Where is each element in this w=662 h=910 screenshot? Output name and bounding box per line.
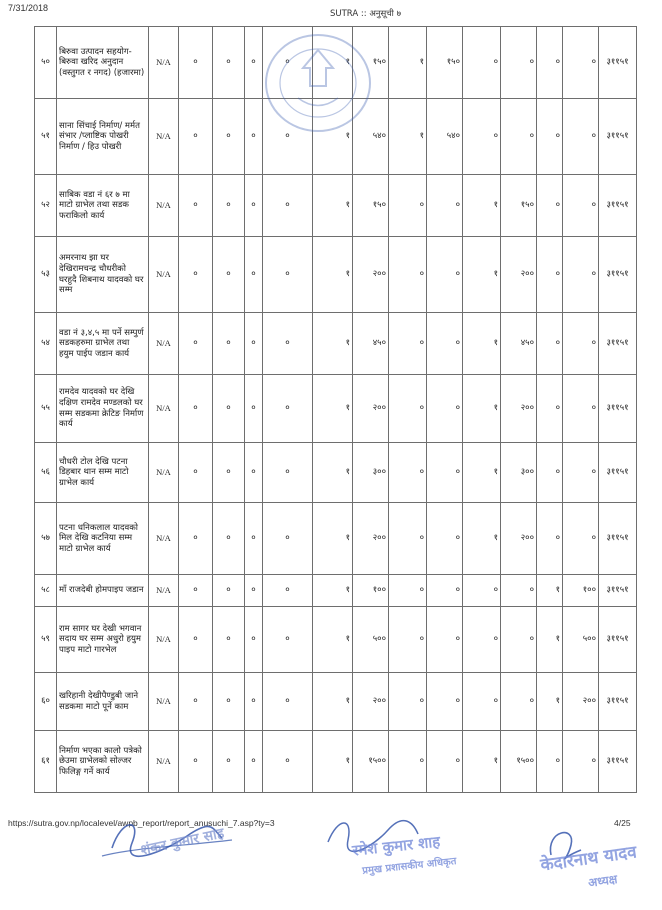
cell-c4: ०	[263, 27, 313, 99]
cell-c5: १	[313, 27, 353, 99]
cell-sn: ६१	[35, 731, 57, 793]
stamp-name-1: शंकर कुमार साह	[139, 825, 226, 859]
cell-c2: ०	[213, 313, 245, 375]
cell-c4: ०	[263, 375, 313, 443]
cell-c2: ०	[213, 575, 245, 607]
cell-c12: २००	[563, 673, 599, 731]
cell-c9: १	[463, 731, 501, 793]
cell-c9: १	[463, 175, 501, 237]
cell-na: N/A	[149, 503, 179, 575]
cell-c12: ०	[563, 503, 599, 575]
print-date: 7/31/2018	[8, 3, 49, 13]
cell-c5: १	[313, 175, 353, 237]
cell-c11: ०	[537, 175, 563, 237]
cell-c4: ०	[263, 607, 313, 673]
cell-c5: १	[313, 443, 353, 503]
cell-c11: ०	[537, 503, 563, 575]
cell-c7: ०	[389, 237, 427, 313]
cell-na: N/A	[149, 575, 179, 607]
cell-c10: ०	[501, 673, 537, 731]
cell-c3: ०	[245, 375, 263, 443]
cell-sn: ५९	[35, 607, 57, 673]
cell-c2: ०	[213, 731, 245, 793]
cell-c8: ०	[427, 731, 463, 793]
cell-c1: ०	[179, 237, 213, 313]
cell-c1: ०	[179, 375, 213, 443]
cell-sn: ५४	[35, 313, 57, 375]
cell-c5: १	[313, 607, 353, 673]
cell-c1: ०	[179, 27, 213, 99]
cell-c8: ०	[427, 575, 463, 607]
cell-c9: ०	[463, 99, 501, 175]
cell-desc: साना सिंचाई निर्माण/ मर्मत संभार /प्लाष्टिक पोखरी निर्माण / हिउ पोखरी	[57, 99, 149, 175]
cell-desc: माँ राजदेबी होमपाइप जडान	[57, 575, 149, 607]
table-row	[35, 175, 637, 237]
cell-c10: १५०	[501, 175, 537, 237]
table-row	[35, 27, 637, 99]
table-row	[35, 375, 637, 443]
cell-sn: ५५	[35, 375, 57, 443]
cell-c8: ०	[427, 607, 463, 673]
cell-c12: ०	[563, 443, 599, 503]
cell-c5: १	[313, 731, 353, 793]
cell-c5: १	[313, 375, 353, 443]
cell-desc: रामदेव यादवको घर देखि दक्षिण रामदेव मण्डलको घर सम्म सडकमा क्रेटिङ निर्माण कार्य	[57, 375, 149, 443]
cell-c9: ०	[463, 575, 501, 607]
cell-desc: वडा नं ३,४,५ मा पर्ने सम्पुर्ण सडकहरुमा ग्राभेल तथा हयुम पाईप जडान कार्य	[57, 313, 149, 375]
cell-c10: १५००	[501, 731, 537, 793]
cell-c8: ५४०	[427, 99, 463, 175]
cell-c11: ०	[537, 731, 563, 793]
cell-c3: ०	[245, 607, 263, 673]
cell-c11: ०	[537, 237, 563, 313]
cell-c12: ०	[563, 237, 599, 313]
cell-c10: २००	[501, 237, 537, 313]
cell-c1: ०	[179, 99, 213, 175]
cell-c7: ०	[389, 443, 427, 503]
cell-code: ३११५१	[599, 607, 637, 673]
cell-sn: ६०	[35, 673, 57, 731]
cell-c4: ०	[263, 731, 313, 793]
cell-c8: १५०	[427, 27, 463, 99]
cell-c7: ०	[389, 175, 427, 237]
cell-c11: ०	[537, 443, 563, 503]
cell-c6: २००	[353, 375, 389, 443]
cell-c6: २००	[353, 503, 389, 575]
cell-sn: ५७	[35, 503, 57, 575]
cell-c4: ०	[263, 443, 313, 503]
cell-na: N/A	[149, 673, 179, 731]
table-row	[35, 575, 637, 607]
cell-c2: ०	[213, 673, 245, 731]
cell-c5: १	[313, 237, 353, 313]
cell-c1: ०	[179, 607, 213, 673]
cell-c10: ०	[501, 607, 537, 673]
cell-c3: ०	[245, 575, 263, 607]
cell-c3: ०	[245, 731, 263, 793]
cell-sn: ५८	[35, 575, 57, 607]
cell-na: N/A	[149, 731, 179, 793]
stamp-designation-3: अध्यक्ष	[587, 872, 619, 890]
cell-sn: ५६	[35, 443, 57, 503]
cell-c7: ०	[389, 375, 427, 443]
cell-c10: ४५०	[501, 313, 537, 375]
cell-c5: १	[313, 673, 353, 731]
cell-c4: ०	[263, 673, 313, 731]
cell-c3: ०	[245, 313, 263, 375]
cell-c11: १	[537, 575, 563, 607]
cell-desc: पटना धनिकलाल यादवको मिल देखि कटनिया सम्म माटो ग्राभेल कार्य	[57, 503, 149, 575]
cell-c6: २००	[353, 237, 389, 313]
cell-c1: ०	[179, 503, 213, 575]
cell-c12: ०	[563, 175, 599, 237]
cell-c3: ०	[245, 237, 263, 313]
cell-c6: ५४०	[353, 99, 389, 175]
cell-c7: ०	[389, 503, 427, 575]
cell-c12: ०	[563, 375, 599, 443]
cell-c8: ०	[427, 503, 463, 575]
cell-desc: बिरुवा उत्पादन सहयोग-बिरुवा खरिद अनुदान (वस्तुगत र नगद) (हजारमा)	[57, 27, 149, 99]
cell-c7: ०	[389, 731, 427, 793]
cell-sn: ५०	[35, 27, 57, 99]
cell-na: N/A	[149, 175, 179, 237]
budget-table	[34, 26, 637, 793]
cell-code: ३११५१	[599, 503, 637, 575]
source-url: https://sutra.gov.np/localevel/awpb_report/report_anusuchi_7.asp?ty=3	[8, 818, 275, 828]
cell-c12: ०	[563, 731, 599, 793]
cell-c7: ०	[389, 313, 427, 375]
cell-c10: ०	[501, 575, 537, 607]
table-row	[35, 99, 637, 175]
cell-c4: ०	[263, 313, 313, 375]
cell-c9: १	[463, 503, 501, 575]
cell-c9: १	[463, 375, 501, 443]
cell-c1: ०	[179, 731, 213, 793]
cell-c11: ०	[537, 99, 563, 175]
cell-c2: ०	[213, 375, 245, 443]
cell-c12: ५००	[563, 607, 599, 673]
cell-na: N/A	[149, 27, 179, 99]
cell-c9: ०	[463, 27, 501, 99]
cell-c4: ०	[263, 503, 313, 575]
cell-c3: ०	[245, 503, 263, 575]
cell-code: ३११५१	[599, 313, 637, 375]
cell-c4: ०	[263, 175, 313, 237]
cell-c4: ०	[263, 99, 313, 175]
page-number: 4/25	[614, 818, 631, 828]
cell-c5: १	[313, 575, 353, 607]
cell-code: ३११५१	[599, 375, 637, 443]
cell-c2: ०	[213, 607, 245, 673]
cell-c9: १	[463, 237, 501, 313]
cell-c10: २००	[501, 375, 537, 443]
cell-code: ३११५१	[599, 673, 637, 731]
cell-c11: १	[537, 607, 563, 673]
cell-c10: ०	[501, 27, 537, 99]
table-row	[35, 731, 637, 793]
cell-c1: ०	[179, 175, 213, 237]
cell-c3: ०	[245, 443, 263, 503]
cell-code: ३११५१	[599, 443, 637, 503]
cell-desc: चौधरी टोल देखि पटना डिहबार थान सम्म माटो ग्राभेल कार्य	[57, 443, 149, 503]
cell-c2: ०	[213, 503, 245, 575]
cell-na: N/A	[149, 99, 179, 175]
cell-c1: ०	[179, 313, 213, 375]
cell-na: N/A	[149, 313, 179, 375]
cell-c12: ०	[563, 313, 599, 375]
cell-c5: १	[313, 313, 353, 375]
cell-c7: ०	[389, 607, 427, 673]
cell-c6: ४५०	[353, 313, 389, 375]
cell-c11: ०	[537, 313, 563, 375]
cell-c6: ५००	[353, 607, 389, 673]
cell-c1: ०	[179, 673, 213, 731]
table-row	[35, 503, 637, 575]
cell-desc: अमरनाथ झा घर देखिरामचन्द्र चौधरीको घरहुदै शिबनाथ यादवको घर सम्म	[57, 237, 149, 313]
table-row	[35, 313, 637, 375]
cell-c10: ०	[501, 99, 537, 175]
cell-sn: ५२	[35, 175, 57, 237]
table-row	[35, 237, 637, 313]
cell-c8: ०	[427, 313, 463, 375]
cell-c6: ३००	[353, 443, 389, 503]
stamp-designation-2: प्रमुख प्रशासकीय अधिकृत	[361, 856, 457, 877]
cell-na: N/A	[149, 443, 179, 503]
cell-c9: ०	[463, 607, 501, 673]
cell-c4: ०	[263, 237, 313, 313]
table-row	[35, 607, 637, 673]
cell-c2: ०	[213, 27, 245, 99]
cell-c8: ०	[427, 175, 463, 237]
cell-c9: १	[463, 443, 501, 503]
cell-sn: ५३	[35, 237, 57, 313]
page-title: SUTRA :: अनुसूची ७	[330, 9, 401, 19]
cell-c11: १	[537, 673, 563, 731]
cell-code: ३११५१	[599, 731, 637, 793]
cell-code: ३११५१	[599, 27, 637, 99]
cell-c3: ०	[245, 673, 263, 731]
cell-c6: २००	[353, 673, 389, 731]
cell-c9: १	[463, 313, 501, 375]
cell-c1: ०	[179, 443, 213, 503]
cell-c4: ०	[263, 575, 313, 607]
cell-desc: राम सागर घर देखी भगवान सदाय घर सम्म अधुरो हयुम पाइप माटो गारभेल	[57, 607, 149, 673]
cell-c2: ०	[213, 175, 245, 237]
cell-code: ३११५१	[599, 237, 637, 313]
cell-desc: साबिक वडा नं ६र ७ मा माटो ग्राभेल तथा सडक फराकिलो कार्य	[57, 175, 149, 237]
cell-c6: १५०	[353, 175, 389, 237]
cell-c12: १००	[563, 575, 599, 607]
cell-c2: ०	[213, 443, 245, 503]
cell-sn: ५१	[35, 99, 57, 175]
cell-c11: ०	[537, 27, 563, 99]
cell-code: ३११५१	[599, 575, 637, 607]
cell-c5: १	[313, 503, 353, 575]
cell-c2: ०	[213, 237, 245, 313]
cell-c7: ०	[389, 575, 427, 607]
cell-c7: १	[389, 27, 427, 99]
cell-c8: ०	[427, 443, 463, 503]
cell-c8: ०	[427, 237, 463, 313]
cell-c12: ०	[563, 99, 599, 175]
cell-c6: १५००	[353, 731, 389, 793]
cell-c5: १	[313, 99, 353, 175]
cell-c7: ०	[389, 673, 427, 731]
cell-c1: ०	[179, 575, 213, 607]
table-row	[35, 443, 637, 503]
cell-c12: ०	[563, 27, 599, 99]
cell-c2: ०	[213, 99, 245, 175]
cell-c8: ०	[427, 673, 463, 731]
cell-c3: ०	[245, 99, 263, 175]
cell-code: ३११५१	[599, 175, 637, 237]
stamp-name-3: केदारनाथ यादव	[539, 842, 638, 876]
cell-na: N/A	[149, 607, 179, 673]
table-row	[35, 673, 637, 731]
cell-c6: १००	[353, 575, 389, 607]
cell-c10: ३००	[501, 443, 537, 503]
cell-c10: २००	[501, 503, 537, 575]
cell-c3: ०	[245, 27, 263, 99]
stamp-name-2: रमेश कुमार शाह	[351, 832, 442, 860]
cell-na: N/A	[149, 375, 179, 443]
cell-c3: ०	[245, 175, 263, 237]
cell-c9: ०	[463, 673, 501, 731]
cell-c7: १	[389, 99, 427, 175]
cell-desc: खरिहानी देखीपैण्डुबी जाने सडकमा माटो पूर्ने काम	[57, 673, 149, 731]
cell-desc: निर्माण भएका कालो पत्रेको छेउमा ग्राभेलको सोल्जर फिलिङ्ग गर्ने कार्य	[57, 731, 149, 793]
cell-na: N/A	[149, 237, 179, 313]
cell-c8: ०	[427, 375, 463, 443]
cell-c11: ०	[537, 375, 563, 443]
cell-c6: १५०	[353, 27, 389, 99]
cell-code: ३११५१	[599, 99, 637, 175]
